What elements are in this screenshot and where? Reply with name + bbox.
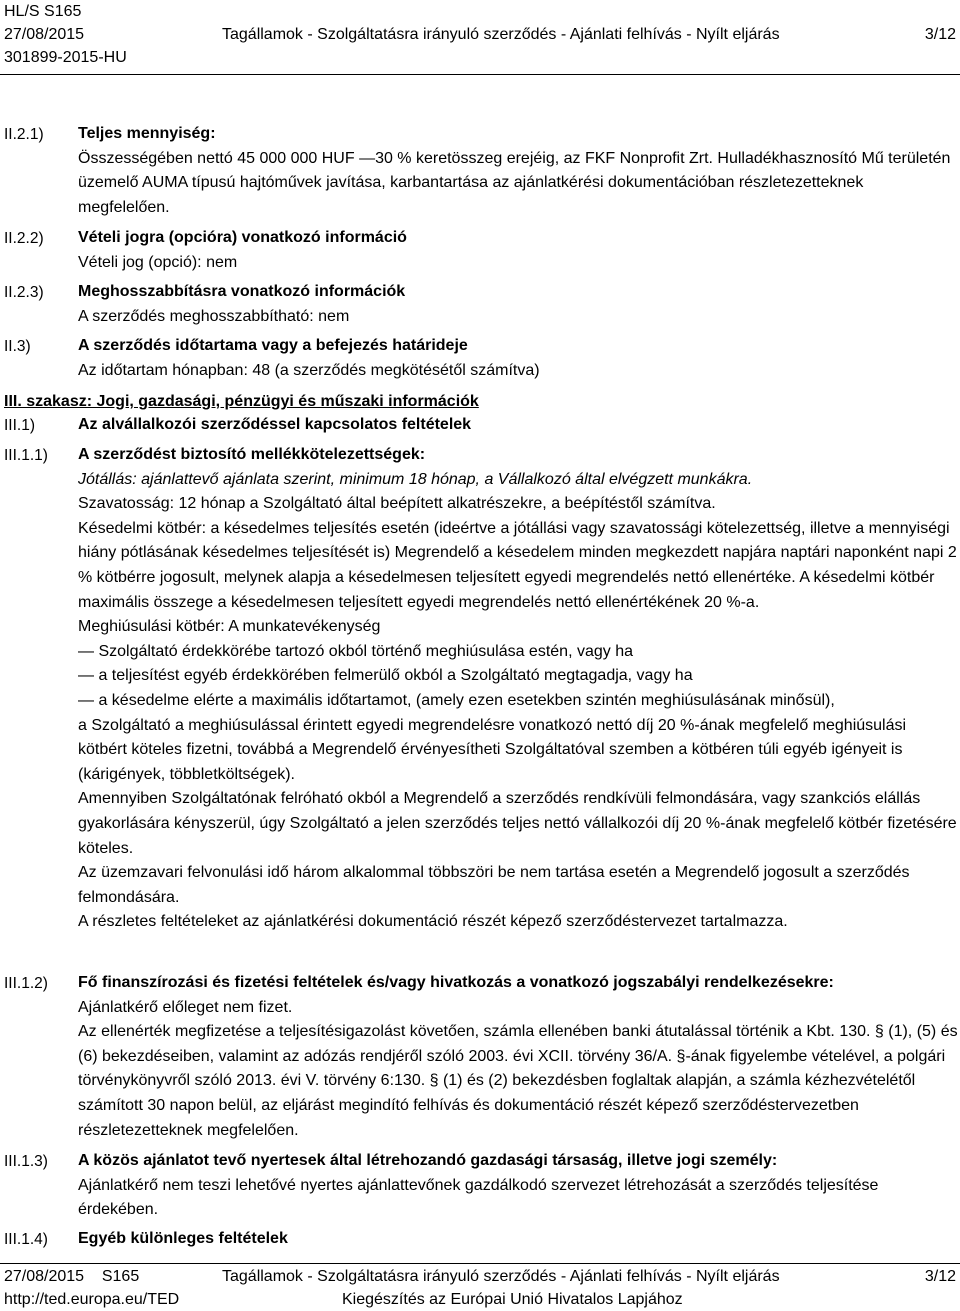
section-number: II.3) — [4, 338, 31, 355]
failure-penalty-intro: Meghiúsulási kötbér: A munkatevékenység — [78, 618, 381, 636]
section-heading: Meghosszabbításra vonatkozó információk — [78, 283, 406, 300]
details-reference-text: A részletes feltételeket az ajánlatkérési dokumentáció részét képező szerződéstervezet tartalmazza. — [78, 913, 788, 931]
failure-penalty-item: — Szolgáltató érdekkörébe tartozó okból történő meghiúsulása estén, vagy ha — [78, 642, 633, 660]
section-duration — [78, 334, 958, 383]
warranty-text: Jótállás: ajánlattevő ajánlata szerint, minimum 18 hónap, a Vállalkozó által elvégzett munkákra. — [78, 470, 753, 488]
section-heading: Az alvállalkozói szerződéssel kapcsolatos feltételek — [78, 416, 472, 433]
header-line-1 — [4, 0, 956, 23]
footer-line-1 — [4, 1265, 956, 1288]
delay-penalty-text: Késedelmi kötbér: a késedelmes teljesítés esetén (ideértve a jótállási vagy szavatossági kötelezettség, illetve a mennyiségi hiány pótlásának késedelmes teljesítését is) Megrendelő a késedelem minden megkezdett napjára naptári naponként napi 2 % kötbérre jogosult, melynek alapja a késedelmesen teljesített egyedi megrendelés nettó ellenértéke. A késedelmi kötbér maximális összege a késedelmesen teljesített egyedi megrendelés nettó ellenértékének 20 %-a. — [78, 519, 957, 611]
payment-terms-text: Az ellenérték megfizetése a teljesítésigazolást követően, számla ellenében banki átutalással történik a Kbt. 130. § (1), (5) és (6) bekezdéseiben, valamint az adózás rendjéről szóló 2003. évi XCII. törvény 36/A. §-ának figyelembe vételével, a polgári törvénykönyvről szóló 2013. évi V. törvény 6:130. § (1) és (2) bekezdésben foglaltak alapján, a számla kézhezvételétől számított 30 napon belül, az eljárást megindító felhívás és dokumentáció részét képező szerződéstervezetben részletezetteknek megfelelően. — [78, 1023, 958, 1139]
section-text: Ajánlatkérő nem teszi lehetővé nyertes ajánlattevőnek gazdálkodó szervezet létrehozását a szerződés teljesítése érdekében. — [78, 1176, 879, 1219]
termination-penalty-text: Amennyiben Szolgáltatónak felróható okból a Megrendelő a szerződés rendkívüli felmondására, vagy szankciós elállás gyakorlására kényszerül, úgy Szolgáltató a jelen szerződés teljes nettó vállalkozói díj 20 %-ának megfelelő kötbér fizetésére köteles. — [78, 790, 957, 857]
footer-date: 27/08/2015 — [4, 1268, 85, 1285]
footer-line-2 — [4, 1288, 956, 1311]
section-number: II.2.1) — [4, 126, 44, 143]
section-heading: Egyéb különleges feltételek — [78, 1230, 288, 1247]
failure-penalty-item: — a teljesítést egyéb érdekkörében felmerülő okból a Szolgáltató megtagadja, vagy ha — [78, 667, 693, 685]
section-number: III.1.4) — [4, 1231, 48, 1248]
footer-url[interactable]: http://ted.europa.eu/TED — [4, 1291, 180, 1308]
footer-series: S165 — [101, 1268, 140, 1285]
section-joint-bidders — [78, 1149, 958, 1223]
section-heading: A közös ajánlatot tevő nyertesek által létrehozandó gazdasági társaság, illetve jogi személy: — [78, 1152, 778, 1169]
footer-title: Tagállamok - Szolgáltatásra irányuló szerződés - Ajánlati felhívás - Nyílt eljárás — [222, 1268, 780, 1285]
section-number: III.1.2) — [4, 975, 48, 992]
section-number: III.1.3) — [4, 1153, 48, 1170]
section-text: A szerződés meghosszabbítható: nem — [78, 307, 350, 325]
section-guarantees — [78, 443, 958, 935]
section-contract-conditions — [78, 413, 958, 438]
doc-type: HL/S S165 — [4, 3, 82, 20]
failure-penalty-item: — a késedelme elérte a maximális időtartamot, (amely ezen esetekben szintén meghiúsulásának minősül), — [78, 691, 835, 709]
section-number: II.2.2) — [4, 230, 44, 247]
page-header — [4, 0, 956, 69]
section-renewal — [78, 280, 958, 329]
guarantee-text: Szavatosság: 12 hónap a Szolgáltató által beépített alkatrészekre, a beépítéstől számítva. — [78, 495, 716, 513]
section-total-quantity — [78, 122, 958, 220]
header-divider — [0, 74, 960, 75]
section-heading: Fő finanszírozási és fizetési feltételek és/vagy hivatkozás a vonatkozó jogszabályi rendelkezésekre: — [78, 974, 834, 991]
section-heading: Vételi jogra (opcióra) vonatkozó információ — [78, 229, 407, 246]
header-line-3 — [4, 46, 956, 69]
section-number: III.1) — [4, 417, 36, 434]
section-number: III.1.1) — [4, 447, 48, 464]
section-option-rights — [78, 226, 958, 275]
advance-payment-text: Ajánlatkérő előleget nem fizet. — [78, 998, 293, 1016]
header-line-2 — [4, 23, 956, 46]
footer-page-number: 3/12 — [924, 1268, 956, 1285]
part-title: III. szakasz: Jogi, gazdasági, pénzügyi és műszaki információk — [4, 393, 479, 410]
section-number: II.2.3) — [4, 284, 44, 301]
footer-date-series — [4, 1265, 139, 1288]
footer-publisher: Kiegészítés az Európai Unió Hivatalos Lapjához — [342, 1291, 683, 1308]
section-heading: A szerződés időtartama vagy a befejezés határideje — [78, 337, 468, 354]
section-text: Összességében nettó 45 000 000 HUF —30 % keretösszeg erejéig, az FKF Nonprofit Zrt. Hulladékhasznosító Mű területén üzemelő AUMA típusú hajtóművek javítása, karbantartása az ajánlatkérési dokumentációban részletezetteknek megfelelően. — [78, 149, 951, 216]
section-heading: A szerződést biztosító mellékkötelezettségek: — [78, 446, 426, 463]
footer-divider — [0, 1263, 960, 1264]
notice-id: 301899-2015-HU — [4, 49, 127, 66]
section-special-conditions — [78, 1227, 958, 1252]
failure-penalty-text: a Szolgáltató a meghiúsulással érintett egyedi megrendelésre vonatkozó nettó díj 20 %-ának megfelelő meghiúsulási kötbért köteles fizetni, továbbá a Megrendelő érvényesítheti Szolgáltatóval szemben a kötbéren túli egyéb igényeit is (kárigények, többletköltségek). — [78, 716, 907, 783]
section-financing-payment — [78, 971, 958, 1143]
page-footer — [4, 1265, 956, 1311]
header-title: Tagállamok - Szolgáltatásra irányuló szerződés - Ajánlati felhívás - Nyílt eljárás — [222, 26, 780, 43]
section-heading: Teljes mennyiség: — [78, 125, 216, 142]
section-text: Vételi jog (opció): nem — [78, 253, 238, 271]
section-text: Az időtartam hónapban: 48 (a szerződés megkötésétől számítva) — [78, 361, 540, 379]
breakdown-response-text: Az üzemzavari felvonulási idő három alkalommal többszöri be nem tartása esetén a Megrendelő jogosult a szerződés felmondására. — [78, 864, 910, 906]
header-date: 27/08/2015 — [4, 26, 85, 43]
header-page-number: 3/12 — [924, 26, 956, 43]
